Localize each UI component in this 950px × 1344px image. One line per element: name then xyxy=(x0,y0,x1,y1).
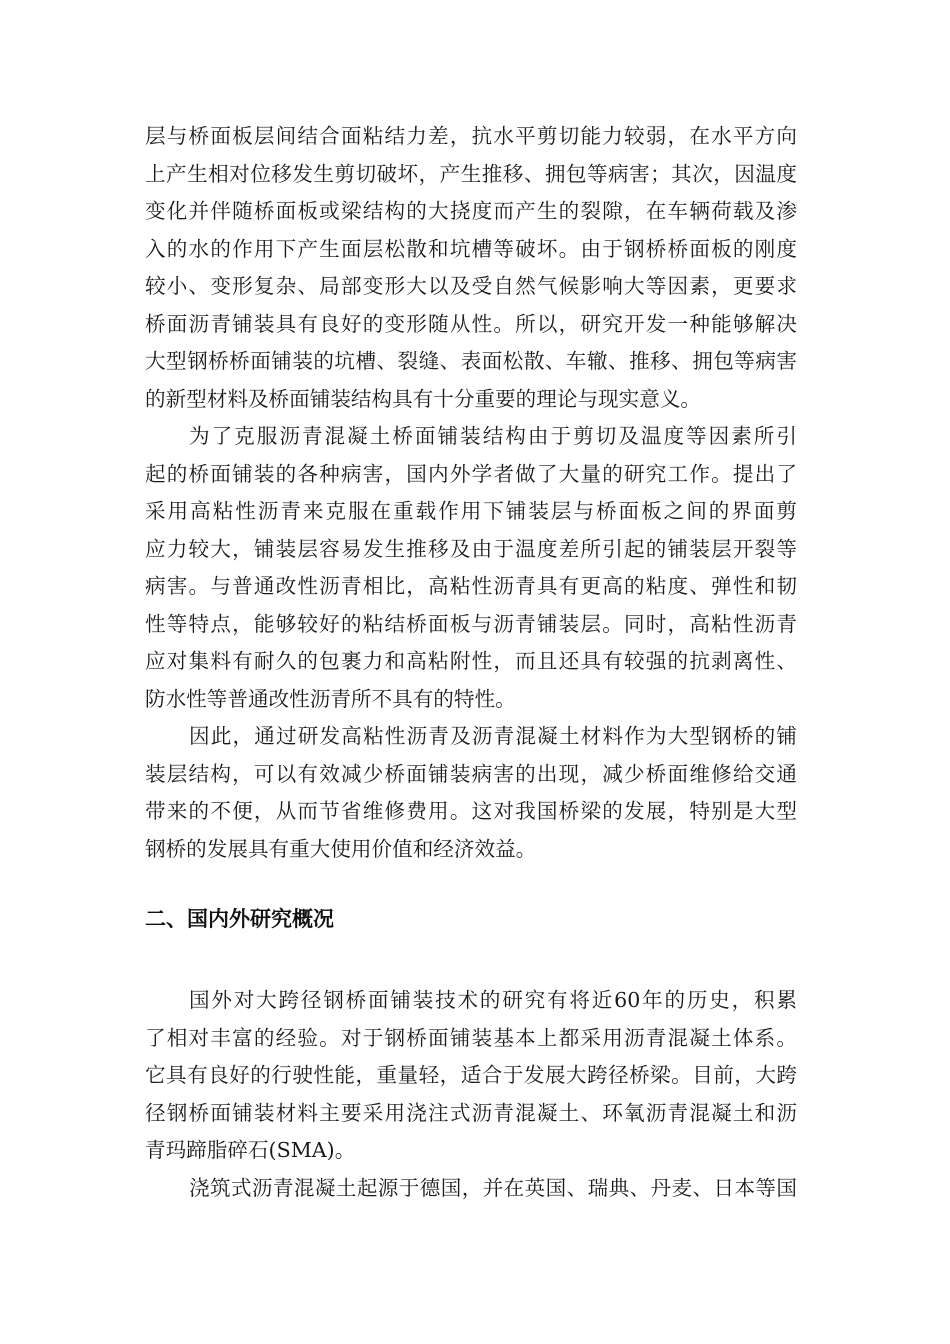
text-line: 为了克服沥青混凝土桥面铺装结构由于剪切及温度等因素所引 xyxy=(189,424,797,448)
text-line: 较小、变形复杂、局部变形大以及受自然气候影响大等因素，更要求 xyxy=(145,274,797,298)
paragraph-5 xyxy=(145,1170,809,1208)
text-line: 应对集料有耐久的包裹力和高粘附性，而且还具有较强的抗剥离性、 xyxy=(145,649,797,673)
paragraph-1 xyxy=(145,118,809,418)
text-line: 防水性等普通改性沥青所不具有的特性。 xyxy=(145,686,516,711)
paragraph-3 xyxy=(145,718,809,868)
text-line: 采用高粘性沥青来克服在重载作用下铺装层与桥面板之间的界面剪 xyxy=(145,499,797,523)
text-line: 桥面沥青铺装具有良好的变形随从性。所以，研究开发一种能够解决 xyxy=(145,311,797,336)
text-line: 起的桥面铺装的各种病害，国内外学者做了大量的研究工作。提出了 xyxy=(145,461,797,486)
text-line: 大型钢桥桥面铺装的坑槽、裂缝、表面松散、车辙、推移、拥包等病害 xyxy=(145,349,797,373)
paragraph-2 xyxy=(145,418,809,718)
text-line: 国外对大跨径钢桥面铺装技术的研究有将近60年的历史，积累 xyxy=(189,988,797,1012)
text-line: 了相对丰富的经验。对于钢桥面铺装基本上都采用沥青混凝土体系。 xyxy=(145,1025,797,1050)
text-line: 它具有良好的行驶性能，重量轻，适合于发展大跨径桥梁。目前，大跨 xyxy=(145,1063,797,1087)
text-line: 病害。与普通改性沥青相比，高粘性沥青具有更高的粘度、弹性和韧 xyxy=(145,574,797,598)
text-line: 径钢桥面铺装材料主要采用浇注式沥青混凝土、环氧沥青混凝土和沥 xyxy=(145,1100,797,1125)
text-line: 青玛蹄脂碎石(SMA)。 xyxy=(145,1138,356,1162)
text-line: 的新型材料及桥面铺装结构具有十分重要的理论与现实意义。 xyxy=(145,386,702,411)
text-line: 变化并伴随桥面板或梁结构的大挠度而产生的裂隙，在车辆荷载及渗 xyxy=(145,199,797,223)
text-line: 钢桥的发展具有重大使用价值和经济效益。 xyxy=(145,836,537,861)
text-line: 入的水的作用下产生面层松散和坑槽等破坏。由于钢桥桥面板的刚度 xyxy=(145,236,797,261)
text-line: 浇筑式沥青混凝土起源于德国，并在英国、瑞典、丹麦、日本等国 xyxy=(189,1175,797,1200)
text-line: 层与桥面板层间结合面粘结力差，抗水平剪切能力较弱，在水平方向 xyxy=(145,124,797,148)
body-text-upper xyxy=(145,118,809,868)
text-line: 装层结构，可以有效减少桥面铺装病害的出现，减少桥面维修给交通 xyxy=(145,761,797,786)
text-line: 上产生相对位移发生剪切破坏，产生推移、拥包等病害；其次，因温度 xyxy=(145,161,797,186)
paragraph-4 xyxy=(145,982,809,1170)
section-heading: 二、国内外研究概况 xyxy=(145,907,334,931)
text-line: 应力较大，铺装层容易发生推移及由于温度差所引起的铺装层开裂等 xyxy=(145,536,797,561)
text-line: 性等特点，能够较好的粘结桥面板与沥青铺装层。同时，高粘性沥青 xyxy=(145,611,797,636)
text-line: 因此，通过研发高粘性沥青及沥青混凝土材料作为大型钢桥的铺 xyxy=(189,724,797,748)
body-text-lower xyxy=(145,982,809,1207)
text-line: 带来的不便，从而节省维修费用。这对我国桥梁的发展，特别是大型 xyxy=(145,799,797,823)
